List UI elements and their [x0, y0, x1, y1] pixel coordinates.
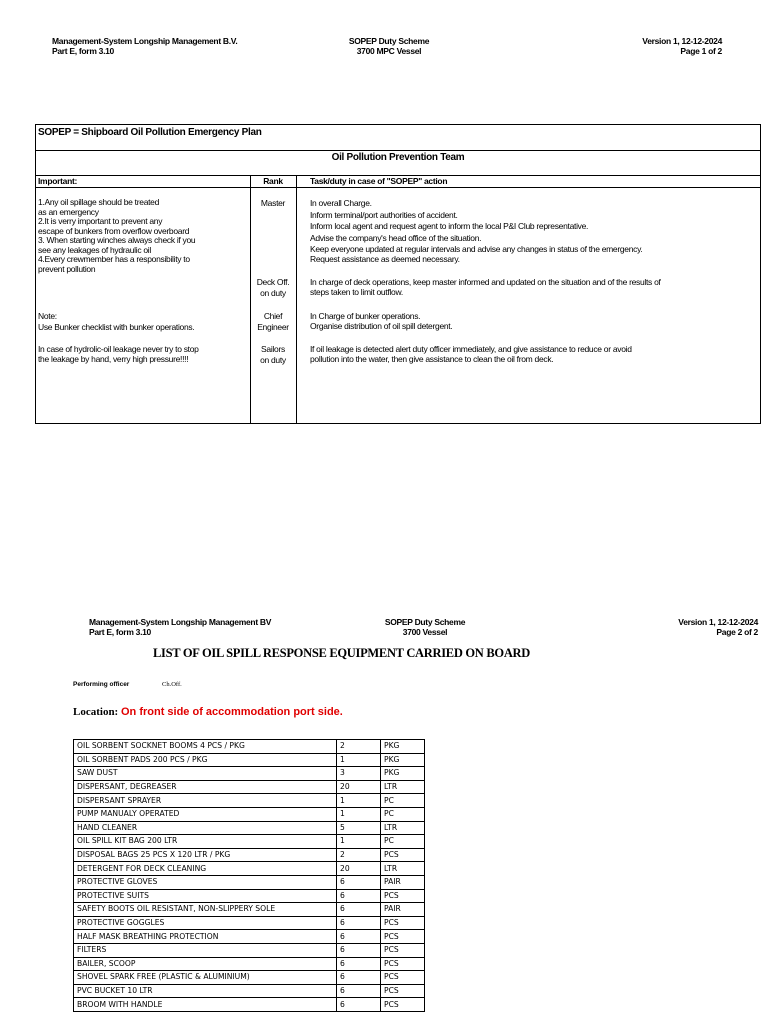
- rank-deck-officer: [250, 278, 296, 298]
- equipment-unit: LTR: [381, 821, 425, 835]
- equipment-qty: 6: [337, 984, 381, 998]
- equipment-qty: 6: [337, 971, 381, 985]
- equipment-item: PROTECTIVE GLOVES: [74, 875, 337, 889]
- equipment-item: SHOVEL SPARK FREE (PLASTIC & ALUMINIUM): [74, 971, 337, 985]
- task-line: In Charge of bunker operations.: [310, 311, 421, 321]
- equipment-item: PUMP MANUALY OPERATED: [74, 807, 337, 821]
- note-block: [38, 312, 194, 332]
- task-line: Advise the company's head office of the situation.: [310, 232, 482, 243]
- task-line: Inform local agent and request agent to inform the local P&I Club representative.: [310, 221, 589, 231]
- page1-company: Management-System Longship Management B.V.: [52, 36, 238, 46]
- page1-header-left: [52, 36, 237, 56]
- equipment-item: BAILER, SCOOP: [74, 957, 337, 971]
- equipment-unit: PCS: [381, 943, 425, 957]
- equipment-item: FILTERS: [74, 943, 337, 957]
- important-line: as an emergency: [38, 206, 99, 217]
- important-line: 3. When starting winches always check if you: [38, 235, 196, 245]
- equipment-unit: PAIR: [381, 875, 425, 889]
- equipment-item: HALF MASK BREATHING PROTECTION: [74, 930, 337, 944]
- rank-sailors: [250, 345, 296, 365]
- page2-vessel: 3700 Vessel: [402, 627, 448, 637]
- equipment-unit: PCS: [381, 957, 425, 971]
- equipment-item: HAND CLEANER: [74, 821, 337, 835]
- column-header-task: Task/duty in case of "SOPEP" action: [310, 176, 448, 186]
- equipment-row: [74, 971, 425, 985]
- equipment-row: [74, 753, 425, 767]
- equipment-unit: LTR: [381, 780, 425, 794]
- equipment-unit: PCS: [381, 984, 425, 998]
- column-header-rank: Rank: [263, 176, 283, 186]
- task-line: steps taken to limit outflow.: [310, 286, 403, 297]
- equipment-row: [74, 848, 425, 862]
- page2-doc-title: SOPEP Duty Scheme: [384, 617, 466, 627]
- page2-header-center: [325, 617, 525, 637]
- important-line: escape of bunkers from overflow overboard: [38, 225, 190, 236]
- equipment-qty: 6: [337, 875, 381, 889]
- equipment-item: DISPERSANT SPRAYER: [74, 794, 337, 808]
- rank-label: Deck Off.: [256, 277, 290, 287]
- equipment-qty: 6: [337, 957, 381, 971]
- task-line: In charge of deck operations, keep master informed and updated on the situation and of the results of: [310, 277, 661, 287]
- task-line: Inform terminal/port authorities of accident.: [310, 209, 458, 220]
- task-line: Request assistance as deemed necessary.: [310, 253, 460, 264]
- rank-label: on duty: [260, 354, 286, 365]
- equipment-row: [74, 984, 425, 998]
- equipment-table: [73, 739, 425, 1012]
- equipment-item: PROTECTIVE GOGGLES: [74, 916, 337, 930]
- equipment-qty: 20: [337, 862, 381, 876]
- equipment-qty: 1: [337, 835, 381, 849]
- equipment-unit: PKG: [381, 753, 425, 767]
- important-line: 4.Every crewmember has a responsibility to: [38, 254, 190, 264]
- equipment-unit: PCS: [381, 971, 425, 985]
- sopep-table-title: SOPEP = Shipboard Oil Pollution Emergency Plan: [38, 127, 262, 138]
- equipment-item: DISPOSAL BAGS 25 PCS X 120 LTR / PKG: [74, 848, 337, 862]
- equipment-item: BROOM WITH HANDLE: [74, 998, 337, 1012]
- page1-version: Version 1, 12-12-2024: [642, 36, 722, 46]
- equipment-row: [74, 740, 425, 754]
- equipment-qty: 6: [337, 998, 381, 1012]
- page1-header-center: [289, 36, 489, 56]
- important-line: see any leakages of hydraulic oil: [38, 244, 151, 255]
- performing-officer-label: Performing officer: [73, 681, 130, 688]
- page1-form: Part E, form 3.10: [52, 46, 114, 56]
- hydraulic-warning-line: the leakage by hand, verry high pressure!!!!: [38, 353, 189, 364]
- task-line: If oil leakage is detected alert duty officer immediately, and give assistance to reduce or avoid: [310, 344, 632, 354]
- tasks-master: [310, 198, 642, 265]
- page1-vessel: 3700 MPC Vessel: [356, 46, 422, 56]
- page1-header-right: [522, 36, 722, 56]
- location-line: [73, 706, 343, 718]
- equipment-qty: 6: [337, 943, 381, 957]
- important-list: [38, 198, 195, 274]
- note-text: Use Bunker checklist with bunker operations.: [38, 321, 195, 332]
- equipment-unit: PC: [381, 807, 425, 821]
- equipment-qty: 6: [337, 930, 381, 944]
- equipment-unit: PC: [381, 794, 425, 808]
- equipment-row: [74, 998, 425, 1012]
- column-divider: [250, 175, 251, 423]
- rank-label: on duty: [260, 287, 286, 298]
- equipment-qty: 1: [337, 753, 381, 767]
- column-divider: [296, 175, 297, 423]
- important-line: 1.Any oil spillage should be treated: [38, 197, 160, 207]
- equipment-row: [74, 875, 425, 889]
- rank-label: Chief: [263, 311, 283, 321]
- equipment-row: [74, 807, 425, 821]
- rank-label: Master: [260, 198, 286, 208]
- divider: [36, 187, 760, 188]
- equipment-row: [74, 957, 425, 971]
- note-title: Note:: [38, 311, 57, 321]
- equipment-item: OIL SORBENT SOCKNET BOOMS 4 PCS / PKG: [74, 740, 337, 754]
- equipment-unit: LTR: [381, 862, 425, 876]
- page2-version: Version 1, 12-12-2024: [678, 617, 758, 627]
- equipment-qty: 3: [337, 767, 381, 781]
- equipment-qty: 2: [337, 848, 381, 862]
- equipment-row: [74, 889, 425, 903]
- equipment-qty: 1: [337, 807, 381, 821]
- page2-form: Part E, form 3.10: [89, 627, 151, 637]
- tasks-chief-engineer: [310, 312, 452, 331]
- rank-master: [250, 199, 296, 209]
- page1-page-number: Page 1 of 2: [680, 46, 722, 56]
- task-line: In overall Charge.: [310, 198, 372, 208]
- equipment-qty: 5: [337, 821, 381, 835]
- equipment-item: DETERGENT FOR DECK CLEANING: [74, 862, 337, 876]
- equipment-qty: 1: [337, 794, 381, 808]
- equipment-row: [74, 835, 425, 849]
- equipment-item: PROTECTIVE SUITS: [74, 889, 337, 903]
- page2-page-number: Page 2 of 2: [716, 627, 758, 637]
- equipment-unit: PAIR: [381, 903, 425, 917]
- equipment-row: [74, 767, 425, 781]
- equipment-unit: PCS: [381, 930, 425, 944]
- task-line: Keep everyone updated at regular intervals and advise any changes in status of the emergency.: [310, 244, 643, 254]
- location-label: Location:: [73, 706, 119, 718]
- equipment-list-title: LIST OF OIL SPILL RESPONSE EQUIPMENT CARRIED ON BOARD: [152, 646, 530, 660]
- equipment-row: [74, 930, 425, 944]
- equipment-unit: PC: [381, 835, 425, 849]
- hydraulic-warning: [38, 345, 199, 364]
- equipment-unit: PCS: [381, 916, 425, 930]
- rank-chief-engineer: [250, 312, 296, 332]
- equipment-item: SAFETY BOOTS OIL RESISTANT, NON-SLIPPERY SOLE: [74, 903, 337, 917]
- hydraulic-warning-line: In case of hydrolic-oil leakage never try to stop: [38, 344, 199, 354]
- equipment-unit: PCS: [381, 889, 425, 903]
- equipment-item: SAW DUST: [74, 767, 337, 781]
- equipment-unit: PKG: [381, 767, 425, 781]
- equipment-row: [74, 821, 425, 835]
- page2-company: Management-System Longship Management BV: [89, 617, 272, 627]
- performing-officer-value: Ch.Off.: [162, 681, 182, 688]
- equipment-qty: 6: [337, 903, 381, 917]
- equipment-item: DISPERSANT, DEGREASER: [74, 780, 337, 794]
- column-header-important: Important:: [38, 176, 78, 186]
- equipment-qty: 6: [337, 889, 381, 903]
- equipment-row: [74, 903, 425, 917]
- location-value: On front side of accommodation port side.: [120, 706, 343, 718]
- equipment-row: [74, 916, 425, 930]
- task-line: pollution into the water, then give assistance to clean the oil from deck.: [310, 353, 554, 364]
- equipment-row: [74, 794, 425, 808]
- task-line: Organise distribution of oil spill detergent.: [310, 320, 453, 331]
- equipment-unit: PCS: [381, 998, 425, 1012]
- equipment-qty: 20: [337, 780, 381, 794]
- divider: [36, 150, 760, 151]
- equipment-qty: 2: [337, 740, 381, 754]
- equipment-unit: PKG: [381, 740, 425, 754]
- rank-label: Sailors: [261, 344, 285, 354]
- equipment-item: OIL SPILL KIT BAG 200 LTR: [74, 835, 337, 849]
- equipment-row: [74, 862, 425, 876]
- equipment-row: [74, 780, 425, 794]
- important-line: prevent pollution: [38, 263, 96, 274]
- equipment-unit: PCS: [381, 848, 425, 862]
- page2-header-left: [89, 617, 271, 637]
- team-subtitle: Oil Pollution Prevention Team: [331, 152, 465, 163]
- page1-doc-title: SOPEP Duty Scheme: [348, 36, 430, 46]
- equipment-item: OIL SORBENT PADS 200 PCS / PKG: [74, 753, 337, 767]
- equipment-qty: 6: [337, 916, 381, 930]
- tasks-sailors: [310, 345, 632, 364]
- page2-header-right: [558, 617, 758, 637]
- rank-label: Engineer: [257, 321, 289, 332]
- equipment-item: PVC BUCKET 10 LTR: [74, 984, 337, 998]
- tasks-deck-officer: [310, 278, 661, 297]
- sopep-duty-table: [35, 124, 761, 424]
- important-line: 2.It is verry important to prevent any: [38, 216, 163, 226]
- equipment-row: [74, 943, 425, 957]
